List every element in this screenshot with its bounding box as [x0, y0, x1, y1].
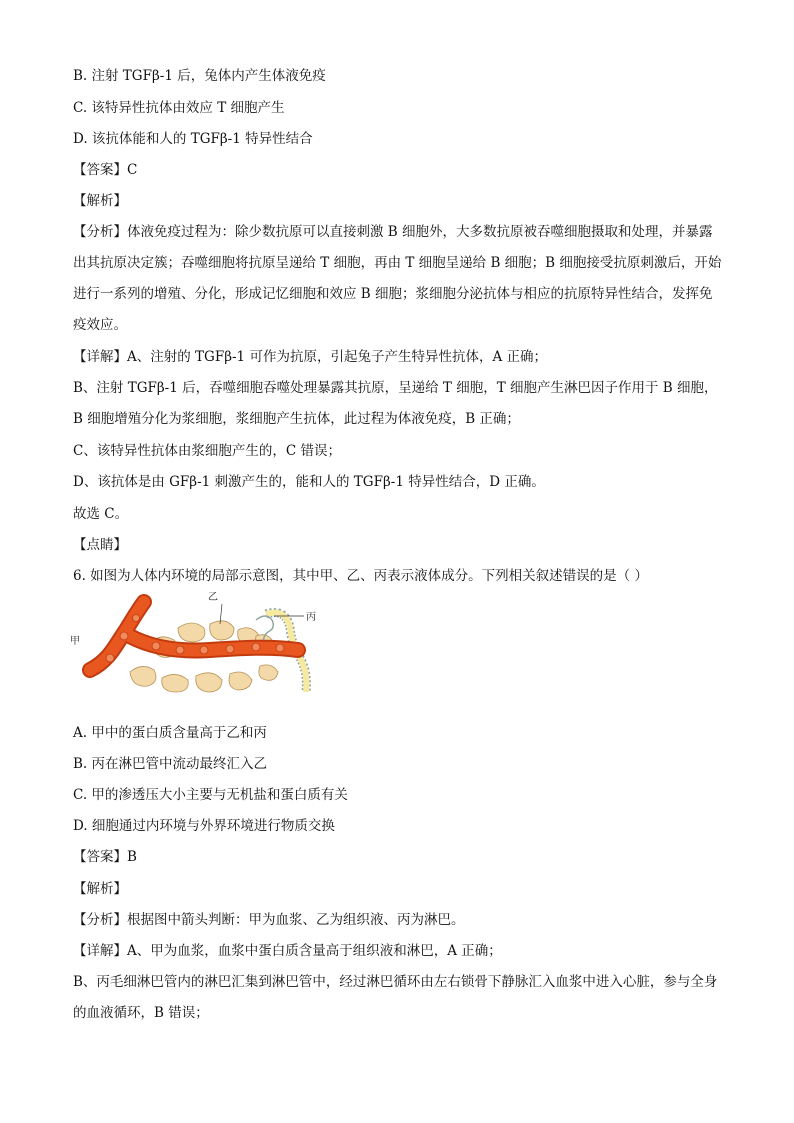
q5-option-d: D. 该抗体能和人的 TGFβ-1 特异性结合: [73, 131, 313, 147]
q5-analysis-paragraph: 【分析】体液免疫过程为：除少数抗原可以直接刺激 B 细胞外，大多数抗原被吞噬细胞摄取和处理，并暴露出其抗原决定簇；吞噬细胞将抗原呈递给 T 细胞，再由 T 细胞呈递给 B 细胞；B 细胞接受抗原刺激后，开始进行一系列的增殖、分化，形成记忆细胞和效应 B 细胞；浆细胞分泌抗体与相应的抗原特异性结合，发挥免疫效应。: [73, 224, 722, 333]
label-bing: 丙: [306, 612, 316, 623]
q6-answer: 【答案】B: [73, 849, 137, 865]
q5-detail-a: 【详解】A、注射的 TGFβ-1 可作为抗原，引起兔子产生特异性抗体，A 正确；: [73, 349, 547, 365]
q5-option-b: B. 注射 TGFβ-1 后，兔体内产生体液免疫: [73, 68, 326, 84]
q5-answer: 【答案】C: [73, 162, 138, 178]
label-jia: 甲: [70, 636, 80, 647]
q5-choice: 故选 C。: [73, 506, 129, 522]
q6-stem: 6. 如图为人体内环境的局部示意图，其中甲、乙、丙表示液体成分。下列相关叙述错误的是（ ）: [73, 568, 648, 584]
q5-dianjing: 【点睛】: [73, 537, 127, 553]
q5-option-c: C. 该特异性抗体由效应 T 细胞产生: [73, 100, 285, 116]
q6-analysis-heading: 【解析】: [73, 881, 127, 897]
q6-analysis: 【分析】根据图中箭头判断：甲为血浆、乙为组织液、丙为淋巴。: [73, 912, 465, 928]
q6-option-b: B. 丙在淋巴管中流动最终汇入乙: [73, 756, 268, 772]
internal-environment-figure: [70, 594, 330, 702]
q5-analysis-heading: 【解析】: [73, 193, 127, 209]
label-yi: 乙: [208, 592, 218, 603]
q6-detail-a: 【详解】A、甲为血浆，血浆中蛋白质含量高于组织液和淋巴，A 正确；: [73, 943, 502, 959]
q5-detail-c: C、该特异性抗体由浆细胞产生的，C 错误；: [73, 443, 341, 459]
internal-environment-diagram: [70, 594, 330, 702]
q6-detail-b: B、丙毛细淋巴管内的淋巴汇集到淋巴管中，经过淋巴循环由左右锁骨下静脉汇入血浆中进入心脏，参与全身的血液循环，B 错误；: [73, 974, 718, 1021]
q5-detail-b: B、注射 TGFβ-1 后，吞噬细胞吞噬处理暴露其抗原，呈递给 T 细胞，T 细胞产生淋巴因子作用于 B 细胞，B 细胞增殖分化为浆细胞，浆细胞产生抗体，此过程为体液免疫，B 正确；: [73, 380, 718, 427]
label-leaders: [220, 604, 304, 624]
q6-option-c: C. 甲的渗透压大小主要与无机盐和蛋白质有关: [73, 787, 348, 803]
q6-option-a: A. 甲中的蛋白质含量高于乙和丙: [73, 725, 267, 741]
q6-option-d: D. 细胞通过内环境与外界环境进行物质交换: [73, 818, 335, 834]
q5-detail-d: D、该抗体是由 GFβ-1 刺激产生的，能和人的 TGFβ-1 特异性结合，D 正确。: [73, 474, 545, 490]
